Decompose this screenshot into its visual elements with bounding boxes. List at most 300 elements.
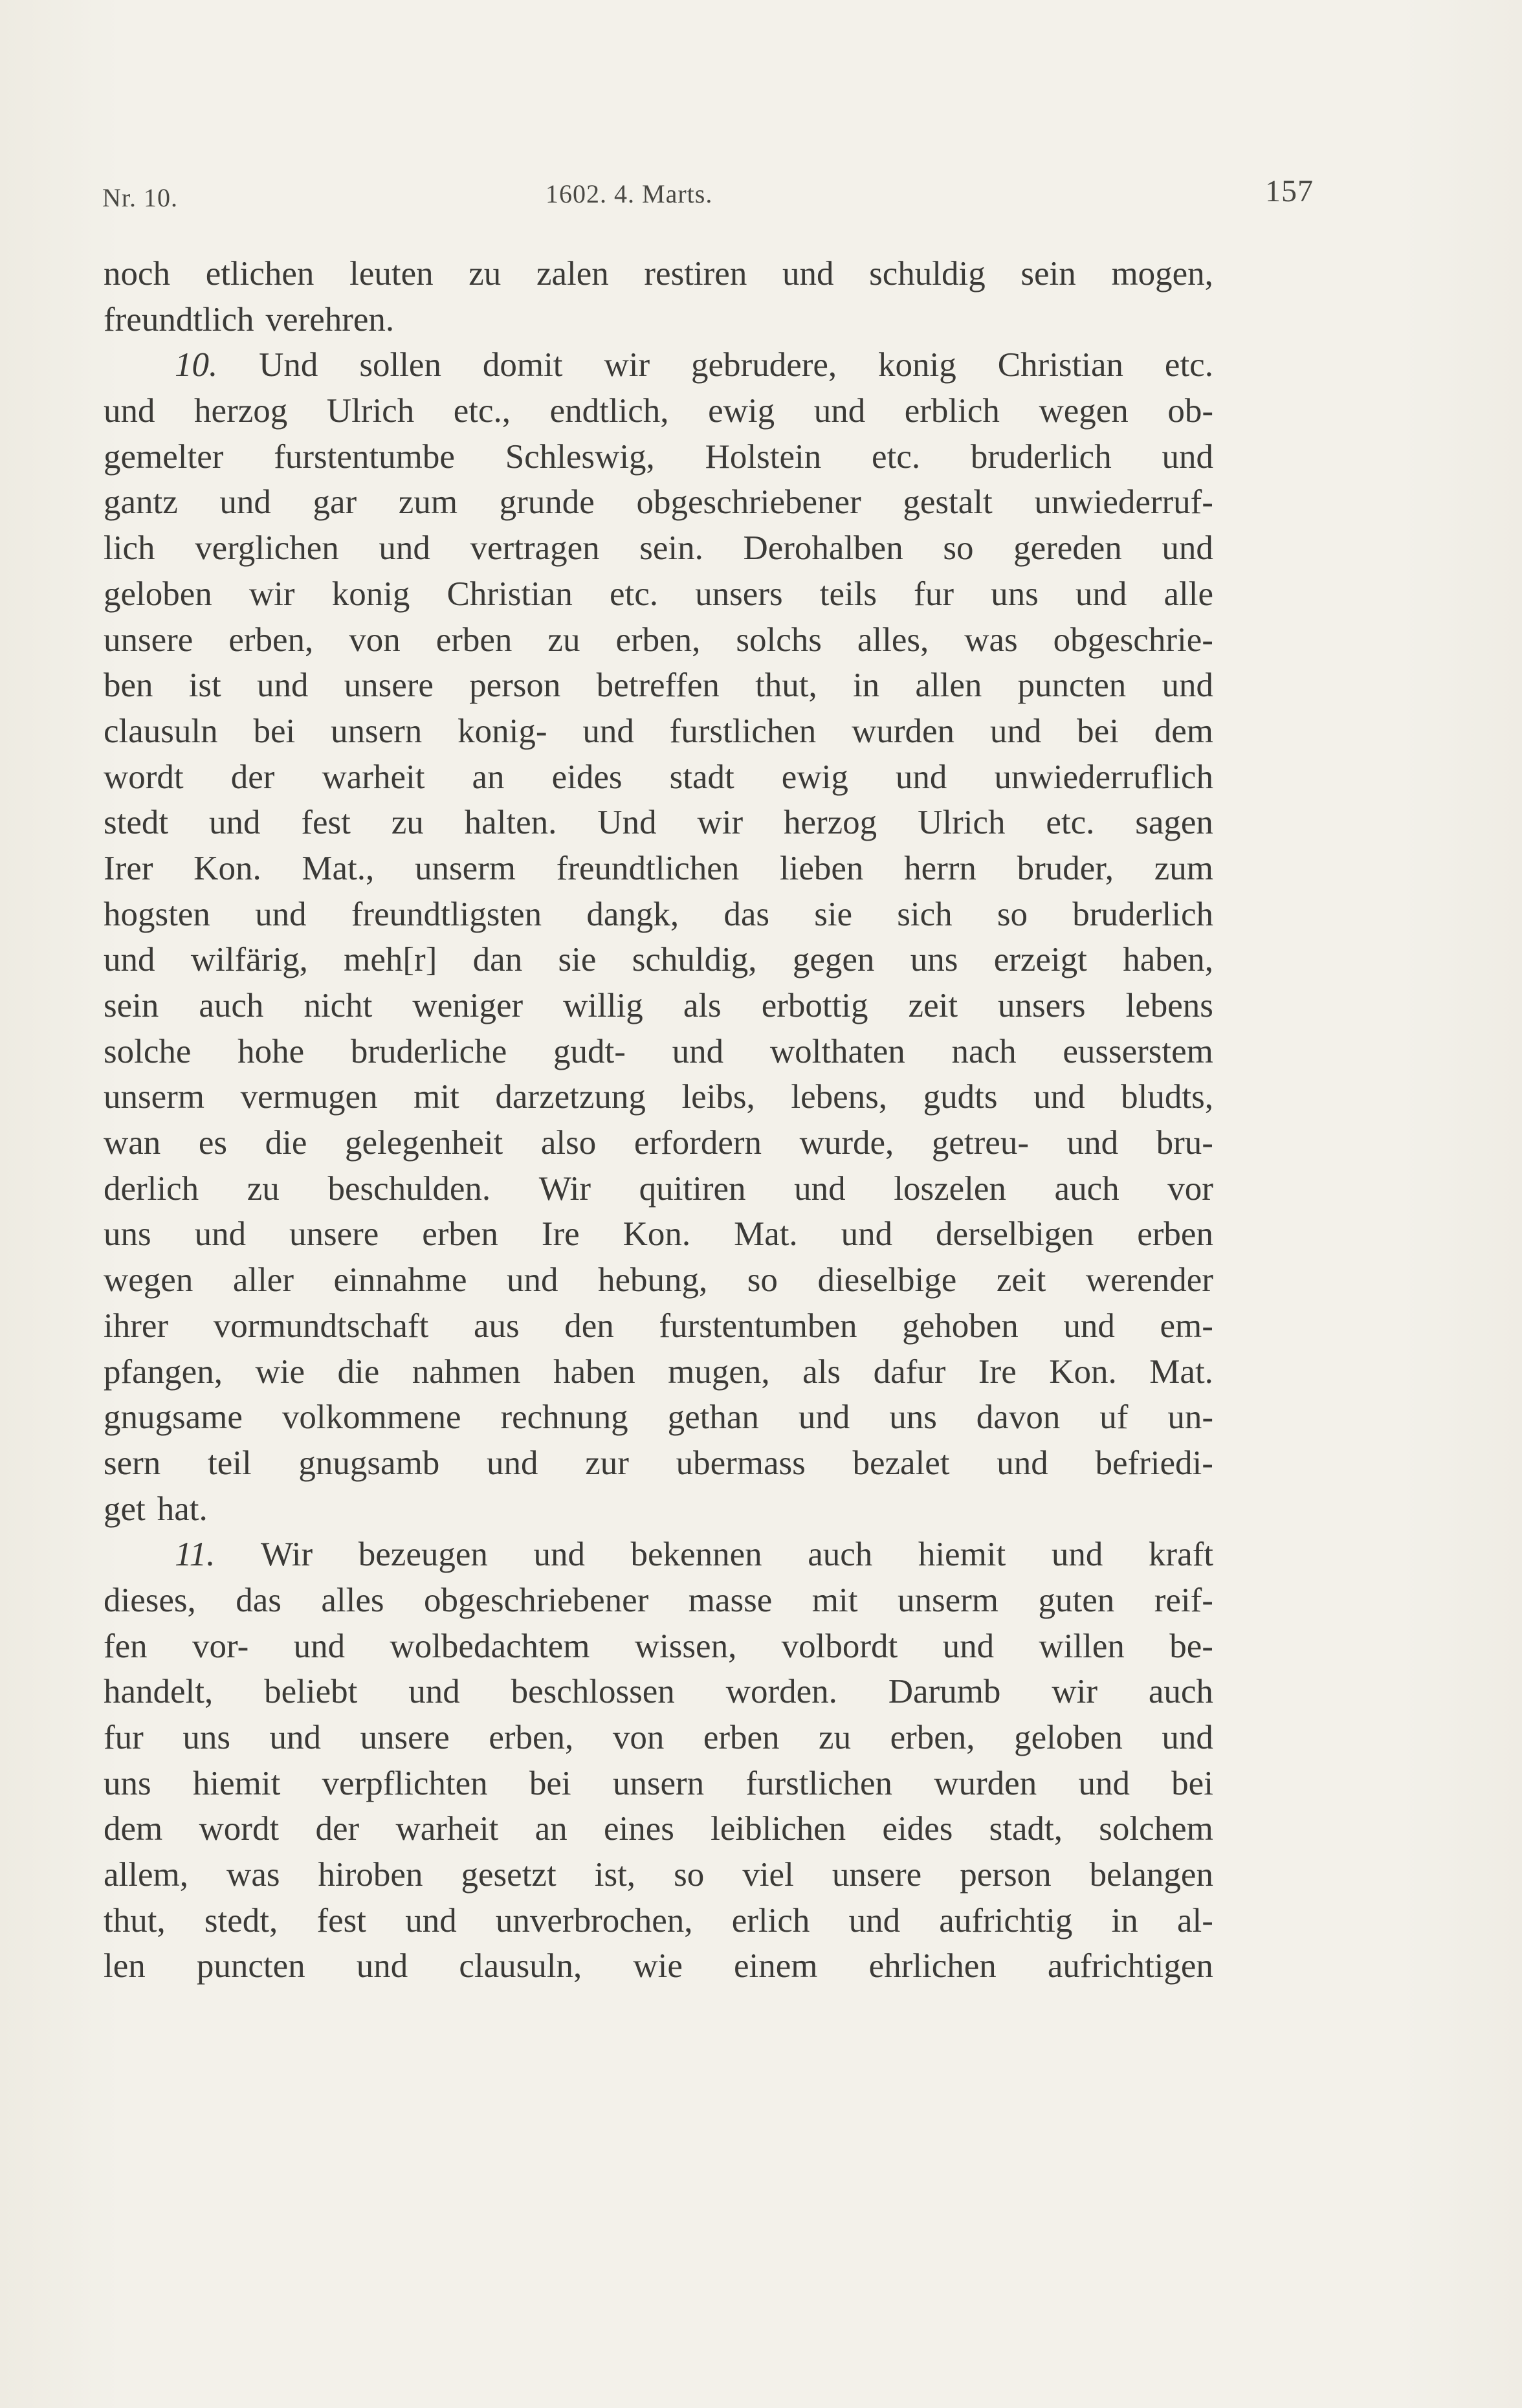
word: unserm — [414, 849, 516, 887]
word: erbottig — [761, 987, 868, 1024]
word: wie — [255, 1353, 305, 1391]
word: wissen, — [634, 1627, 737, 1665]
word: so — [674, 1856, 705, 1894]
word: kraft — [1148, 1536, 1213, 1574]
word: halten. — [464, 804, 557, 842]
word: hiemit — [918, 1536, 1006, 1574]
word: wilfärig, — [190, 941, 308, 979]
word: bezeugen — [358, 1536, 488, 1574]
word: allen — [915, 667, 982, 705]
word: leibs, — [681, 1078, 755, 1116]
word: lich — [104, 529, 155, 568]
word: gesetzt — [461, 1856, 557, 1894]
word: getreu- — [931, 1124, 1029, 1162]
word: gestalt — [903, 483, 993, 522]
section-number: 11. — [175, 1536, 215, 1574]
text-line — [104, 1715, 1213, 1761]
word: restiren — [644, 255, 747, 293]
text-line — [104, 1257, 1213, 1303]
word: unwiederruflich — [994, 758, 1213, 796]
word: bruderlich — [970, 437, 1112, 476]
word: person — [960, 1856, 1052, 1894]
word: eides — [882, 1810, 953, 1848]
word: bei — [529, 1764, 571, 1802]
word: eines — [603, 1810, 674, 1848]
word: und — [848, 1901, 901, 1939]
word: volbordt — [781, 1627, 898, 1665]
word: sein — [104, 987, 159, 1024]
word: Mat. — [734, 1215, 798, 1254]
word: und — [104, 392, 155, 430]
word: zeit — [908, 987, 958, 1024]
word: leuten — [349, 255, 434, 293]
word: darzetzung — [495, 1078, 646, 1116]
word: thut, — [104, 1901, 166, 1939]
text-line — [104, 1852, 1213, 1898]
word: obgeschrie- — [1053, 621, 1213, 659]
word: furstlichen — [745, 1764, 893, 1802]
word: wan — [104, 1124, 161, 1162]
word: unserm — [104, 1078, 205, 1116]
word: solchs — [736, 621, 822, 659]
word: ob- — [1167, 392, 1213, 430]
text-line — [104, 892, 1213, 938]
word: warheit — [395, 1810, 499, 1848]
word: obgeschriebener — [424, 1581, 649, 1619]
word: loszelen — [894, 1169, 1006, 1208]
word: pfangen, — [104, 1353, 223, 1391]
word: erben — [436, 621, 513, 659]
word: eusserstem — [1063, 1032, 1213, 1070]
word: bruder, — [1017, 849, 1114, 887]
text-line — [104, 1761, 1213, 1807]
word: betreffen — [596, 667, 720, 705]
word: und — [582, 712, 634, 750]
word: werender — [1085, 1261, 1213, 1299]
word: hogsten — [104, 895, 210, 933]
word: guten — [1038, 1581, 1115, 1619]
word: uns — [991, 575, 1039, 613]
text-line — [104, 1624, 1213, 1670]
word: konig — [331, 575, 410, 613]
text-line — [104, 1395, 1213, 1441]
word: und — [942, 1627, 995, 1665]
word: handelt, — [104, 1673, 214, 1711]
word: furstlichen — [669, 712, 817, 750]
word: derlich — [104, 1169, 199, 1208]
word: erben — [1137, 1215, 1213, 1254]
text-line — [104, 251, 1213, 297]
word: clausuln, — [459, 1947, 582, 1985]
word: und — [1162, 437, 1213, 476]
word: unsers — [695, 575, 783, 613]
word: verehren. — [265, 300, 395, 338]
word: ist, — [594, 1856, 636, 1894]
word: und — [1075, 575, 1127, 613]
word: und — [794, 1169, 846, 1208]
word: als — [802, 1353, 841, 1391]
text-line — [104, 937, 1213, 983]
word: so — [997, 895, 1028, 933]
word: wordt — [104, 758, 184, 796]
text-line — [104, 1303, 1213, 1349]
word: unsere — [104, 621, 193, 659]
word: bludts, — [1121, 1078, 1213, 1116]
word: uns — [104, 1764, 151, 1802]
word: und — [895, 758, 947, 796]
word: gudts — [923, 1078, 998, 1116]
word: len — [104, 1947, 146, 1985]
word: lebens — [1125, 987, 1213, 1024]
word: und — [487, 1444, 538, 1482]
word: person — [469, 667, 561, 705]
word: be- — [1169, 1627, 1213, 1665]
word: und — [1051, 1536, 1103, 1574]
word: und — [672, 1032, 724, 1070]
word: und — [379, 529, 430, 568]
word: und — [293, 1627, 346, 1665]
word: und — [255, 895, 307, 933]
word: gnugsame — [104, 1398, 243, 1437]
text-line — [104, 1441, 1213, 1486]
word: unsere — [360, 1719, 450, 1756]
word: stedt — [104, 804, 169, 842]
word: Wir — [538, 1169, 591, 1208]
word: zu — [247, 1169, 280, 1208]
word: und — [1066, 1124, 1119, 1162]
word: beschulden. — [327, 1169, 491, 1208]
word: bezalet — [852, 1444, 950, 1482]
word: get — [104, 1490, 146, 1528]
word: mit — [414, 1078, 459, 1116]
word: Und — [597, 804, 657, 842]
word: wolbedachtem — [390, 1627, 590, 1665]
word: volkommene — [281, 1398, 461, 1437]
word: dieses, — [104, 1581, 196, 1619]
word: beliebt — [264, 1673, 358, 1711]
word: zu — [469, 255, 502, 293]
word: beschlossen — [511, 1673, 675, 1711]
word: viel — [742, 1856, 794, 1894]
text-line — [104, 1898, 1213, 1944]
word: rechnung — [500, 1398, 628, 1437]
word: vormundtschaft — [213, 1307, 429, 1345]
word: teils — [819, 575, 877, 613]
word: stadt, — [989, 1810, 1063, 1848]
text-line — [104, 1074, 1213, 1120]
word: und — [841, 1215, 893, 1254]
word: erzeigt — [993, 941, 1087, 979]
word: unserm — [897, 1581, 998, 1619]
word: und — [208, 804, 261, 842]
word: aus — [473, 1307, 520, 1345]
word: und — [798, 1398, 850, 1437]
word: einem — [733, 1947, 818, 1985]
word: thut, — [755, 667, 817, 705]
word: etlichen — [205, 255, 314, 293]
word: alles, — [857, 621, 929, 659]
word: gebrudere, — [691, 346, 837, 384]
word: Ire — [541, 1215, 580, 1254]
word: al- — [1176, 1901, 1213, 1939]
word: vor- — [192, 1627, 249, 1665]
word: Christian — [447, 575, 573, 613]
word: zalen — [536, 255, 609, 293]
word: reif- — [1154, 1581, 1213, 1619]
word: fur — [914, 575, 954, 613]
word: uf — [1099, 1398, 1129, 1437]
word: sein. — [639, 529, 703, 568]
word: aufrichtig — [939, 1901, 1073, 1939]
word: unsern — [612, 1764, 705, 1802]
word: etc. — [872, 437, 921, 476]
word: sie — [814, 895, 853, 933]
word: dafur — [873, 1353, 946, 1391]
word: belangen — [1089, 1856, 1213, 1894]
word: und — [989, 712, 1042, 750]
word: an — [535, 1810, 568, 1848]
word: derselbigen — [936, 1215, 1094, 1254]
running-header — [102, 173, 1430, 212]
word: weniger — [412, 987, 524, 1024]
word: unverbrochen, — [495, 1901, 693, 1939]
word: herrn — [904, 849, 976, 887]
body-text — [104, 251, 1213, 1989]
document-date: 1602. 4. Marts. — [546, 179, 713, 208]
word: der — [315, 1810, 360, 1848]
word: es — [198, 1124, 228, 1162]
word: uns — [889, 1398, 937, 1437]
word: uns — [182, 1719, 230, 1756]
word: willen — [1039, 1627, 1125, 1665]
word: von — [349, 621, 401, 659]
word: herzog — [194, 392, 288, 430]
word: zu — [547, 621, 580, 659]
word: dem — [1154, 712, 1213, 750]
word: also — [540, 1124, 597, 1162]
word: uns — [104, 1215, 151, 1254]
word: auch — [1148, 1673, 1213, 1711]
word: Mat., — [302, 849, 375, 887]
word: der — [230, 758, 275, 796]
word: sagen — [1135, 804, 1213, 842]
word: worden. — [725, 1673, 837, 1711]
word: obgeschriebener — [636, 483, 861, 522]
word: nach — [951, 1032, 1017, 1070]
word: freundtlich — [104, 300, 254, 338]
word: einnahme — [333, 1261, 467, 1299]
word: als — [683, 987, 722, 1024]
word: zu — [819, 1719, 852, 1756]
word: und — [408, 1673, 460, 1711]
word: konig — [878, 346, 956, 384]
word: bei — [1171, 1764, 1213, 1802]
word: und — [997, 1444, 1048, 1482]
word: bru- — [1156, 1124, 1213, 1162]
word: sie — [558, 941, 597, 979]
word: in — [852, 667, 880, 705]
text-line — [104, 709, 1213, 755]
word: sern — [104, 1444, 161, 1482]
text-line — [104, 1349, 1213, 1395]
word: hiroben — [318, 1856, 423, 1894]
text-line — [104, 525, 1213, 571]
word: und — [1078, 1764, 1130, 1802]
word: und — [782, 255, 834, 293]
word: und — [1162, 1719, 1213, 1756]
word: Holstein — [705, 437, 822, 476]
word: haben — [553, 1353, 635, 1391]
word: auch — [199, 987, 264, 1024]
word: aufrichtigen — [1047, 1947, 1213, 1985]
word: sollen — [359, 346, 441, 384]
word: konig- — [458, 712, 547, 750]
text-line — [104, 755, 1213, 801]
word: uns — [910, 941, 958, 979]
word: vertragen — [470, 529, 600, 568]
word: unsern — [331, 712, 423, 750]
word: gethan — [667, 1398, 759, 1437]
word: freundtligsten — [351, 895, 542, 933]
word: lieben — [779, 849, 864, 887]
word: mogen, — [1111, 255, 1213, 293]
word: clausuln — [104, 712, 218, 750]
word: hohe — [237, 1032, 305, 1070]
word: und — [356, 1947, 408, 1985]
text-line — [104, 1166, 1213, 1212]
word: allem, — [104, 1856, 188, 1894]
word: wie — [633, 1947, 683, 1985]
word: ubermass — [676, 1444, 806, 1482]
word: zu — [391, 804, 424, 842]
word: an — [472, 758, 505, 796]
word: und — [1063, 1307, 1115, 1345]
word: haben, — [1123, 941, 1213, 979]
word: zum — [398, 483, 458, 522]
word: wir — [1052, 1673, 1097, 1711]
word: ewig — [781, 758, 848, 796]
text-line — [104, 1486, 1213, 1532]
word: wordt — [199, 1810, 280, 1848]
word: geloben — [1014, 1719, 1123, 1756]
text-line — [104, 1806, 1213, 1852]
word: von — [612, 1719, 665, 1756]
word: und — [1162, 529, 1213, 568]
text-line — [104, 571, 1213, 617]
text-line — [104, 297, 1213, 343]
word: gantz — [104, 483, 178, 522]
document-number: Nr. 10. — [102, 183, 178, 212]
text-line — [104, 388, 1213, 434]
word: meh[r] — [344, 941, 437, 979]
word: so — [747, 1261, 778, 1299]
word: ben — [104, 667, 153, 705]
word: und — [1033, 1078, 1085, 1116]
text-line — [104, 617, 1213, 663]
text-line — [104, 663, 1213, 709]
text-line — [104, 1578, 1213, 1624]
word: bei — [253, 712, 296, 750]
word: unsere — [344, 667, 434, 705]
word: erlich — [731, 1901, 810, 1939]
word: das — [723, 895, 769, 933]
word: wir — [604, 346, 650, 384]
word: und — [533, 1536, 585, 1574]
word: zur — [585, 1444, 629, 1482]
word: befriedi- — [1095, 1444, 1213, 1482]
word: bruderlich — [1072, 895, 1213, 933]
word: geloben — [104, 575, 212, 613]
word: in — [1111, 1901, 1138, 1939]
word: eides — [551, 758, 623, 796]
word: lebens, — [791, 1078, 888, 1116]
text-line — [104, 480, 1213, 525]
word: wir — [697, 804, 744, 842]
word: und — [405, 1901, 457, 1939]
word: unwiederruf- — [1034, 483, 1213, 522]
word: wegen — [104, 1261, 193, 1299]
word: domit — [482, 346, 563, 384]
word: vermugen — [240, 1078, 378, 1116]
word: mit — [811, 1581, 858, 1619]
word: erben, — [615, 621, 701, 659]
word: Kon. — [193, 849, 261, 887]
word: und — [813, 392, 866, 430]
word: unsere — [289, 1215, 379, 1254]
text-line — [104, 800, 1213, 846]
word: dangk, — [586, 895, 679, 933]
word: fest — [316, 1901, 366, 1939]
word: zum — [1154, 849, 1213, 887]
word: und — [104, 941, 155, 979]
word: dem — [104, 1810, 163, 1848]
word: leiblichen — [711, 1810, 846, 1848]
text-line — [104, 1669, 1213, 1715]
word: Ire — [978, 1353, 1017, 1391]
word: gelegenheit — [345, 1124, 503, 1162]
word: Irer — [104, 849, 153, 887]
word: un- — [1167, 1398, 1213, 1437]
word: fest — [301, 804, 351, 842]
word: davon — [976, 1398, 1061, 1437]
word: die — [337, 1353, 380, 1391]
section-number: 10. — [175, 346, 218, 384]
word: gnugsamb — [298, 1444, 440, 1482]
word: was — [226, 1856, 280, 1894]
word: fur — [104, 1719, 144, 1756]
word: nicht — [303, 987, 373, 1024]
word: Ulrich — [326, 392, 415, 430]
text-line — [104, 1211, 1213, 1257]
word: erben, — [890, 1719, 975, 1756]
word: ihrer — [104, 1307, 169, 1345]
word: mugen, — [668, 1353, 770, 1391]
word: die — [265, 1124, 307, 1162]
word: erben, — [228, 621, 314, 659]
word: vor — [1167, 1169, 1213, 1208]
word: freundtlichen — [556, 849, 740, 887]
word: gudt- — [553, 1032, 626, 1070]
word: solchem — [1099, 1810, 1213, 1848]
word: alles — [321, 1581, 384, 1619]
word: warheit — [322, 758, 425, 796]
word: Christian — [997, 346, 1124, 384]
word: stedt, — [204, 1901, 278, 1939]
word: willig — [563, 987, 643, 1024]
word: wurden — [852, 712, 955, 750]
word: etc. — [1046, 804, 1095, 842]
word: solche — [104, 1032, 192, 1070]
